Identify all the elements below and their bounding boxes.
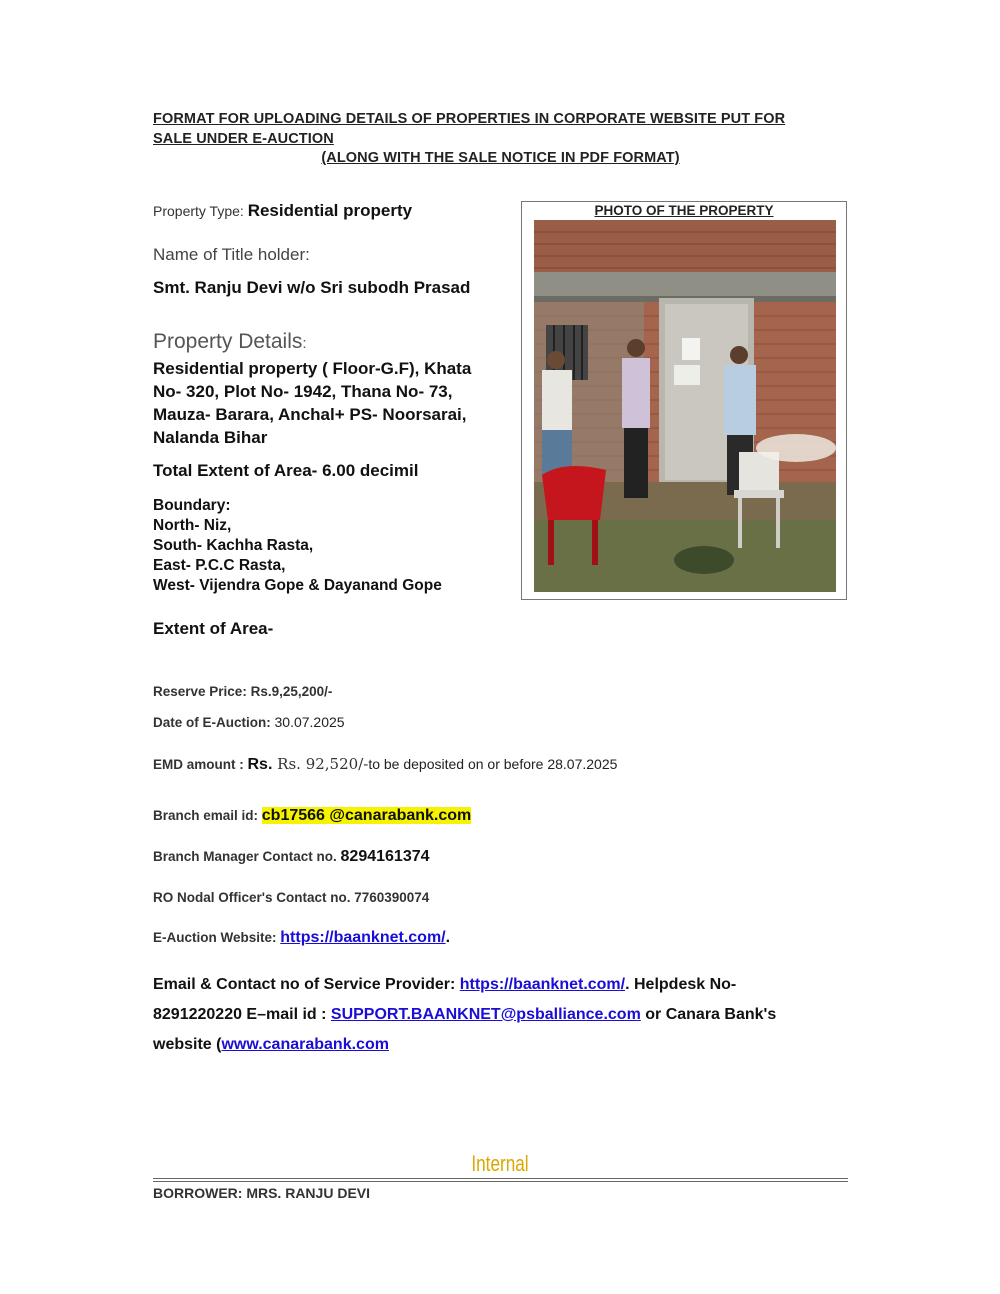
emd-value: Rs. 92,520/-: [272, 755, 369, 773]
eauction-website-label: E-Auction Website:: [153, 930, 281, 945]
property-details-heading: Property Details: [153, 330, 303, 353]
title-holder-value: Smt. Ranju Devi w/o Sri subodh Prasad: [153, 278, 471, 297]
header-line-3: (ALONG WITH THE SALE NOTICE IN PDF FORMAT): [321, 150, 680, 166]
helpdesk-label: . Helpdesk No-: [625, 976, 737, 993]
service-provider-line-3: [153, 1030, 853, 1060]
property-details-line: No- 320, Plot No- 1942, Thana No- 73,: [153, 382, 453, 401]
branch-manager-label: Branch Manager Contact no.: [153, 849, 341, 864]
property-photo-image: [534, 220, 836, 592]
borrower-name: BORROWER: MRS. RANJU DEVI: [153, 1185, 371, 1201]
property-photo-box: [521, 201, 847, 600]
property-details-line: Mauza- Barara, Anchal+ PS- Noorsarai,: [153, 405, 467, 424]
support-email-link[interactable]: SUPPORT.BAANKNET@psballiance.com: [330, 1006, 641, 1023]
reserve-price: Reserve Price: Rs.9,25,200/-: [153, 684, 333, 699]
branch-manager-contact: [153, 848, 430, 866]
auction-date-label: Date of E-Auction:: [153, 715, 275, 730]
helpdesk-number: 8291220220 E–mail id :: [153, 1006, 331, 1023]
property-details-line: Residential property ( Floor-G.F), Khata: [153, 359, 472, 378]
branch-manager-phone: 8294161374: [340, 848, 430, 865]
emd-label: EMD amount :: [153, 757, 248, 772]
property-details-colon: :: [302, 335, 307, 352]
internal-label: Internal: [471, 1151, 529, 1176]
emd-suffix: to be deposited on or before 28.07.2025: [368, 756, 618, 772]
property-details-text: [153, 357, 471, 449]
ro-nodal-contact: RO Nodal Officer's Contact no. 7760390074: [153, 890, 430, 905]
service-provider-line-2: [153, 1000, 853, 1030]
property-type: [153, 201, 412, 221]
property-type-value: Residential property: [247, 201, 413, 220]
auction-date-value: 30.07.2025: [274, 714, 345, 730]
branch-email: [153, 807, 471, 825]
footer-rule-1: [153, 1178, 848, 1179]
boundary-block: [153, 496, 442, 596]
property-details-line: Nalanda Bihar: [153, 428, 268, 447]
boundary-label: Boundary:: [153, 497, 231, 514]
service-provider-link[interactable]: https://baanknet.com/: [459, 976, 626, 993]
website-prefix: website (: [153, 1036, 222, 1053]
service-provider-line-1: [153, 970, 853, 1000]
boundary-line: West- Vijendra Gope & Dayanand Gope: [153, 577, 442, 594]
service-provider-block: [153, 970, 853, 1060]
service-provider-prefix: Email & Contact no of Service Provider:: [153, 976, 460, 993]
eauction-website-dot: .: [445, 929, 451, 946]
photo-caption: PHOTO OF THE PROPERTY: [594, 203, 774, 218]
branch-email-value[interactable]: cb17566 @canarabank.com: [261, 807, 472, 824]
header-line-2: SALE UNDER E-AUCTION: [153, 131, 334, 147]
eauction-website-link[interactable]: https://baanknet.com/: [280, 929, 446, 946]
property-type-label: Property Type:: [153, 203, 248, 219]
boundary-line: East- P.C.C Rasta,: [153, 557, 286, 574]
boundary-line: North- Niz,: [153, 517, 232, 534]
eauction-website: [153, 929, 450, 947]
canara-website-link[interactable]: www.canarabank.com: [221, 1036, 389, 1053]
header-line-1: FORMAT FOR UPLOADING DETAILS OF PROPERTIES IN CORPORATE WEBSITE PUT FOR: [153, 111, 786, 127]
extent-of-area-label: Extent of Area-: [153, 619, 274, 638]
title-holder-label: Name of Title holder:: [153, 245, 310, 264]
total-extent: Total Extent of Area- 6.00 decimil: [153, 461, 419, 480]
property-photo: [534, 220, 836, 592]
branch-email-label: Branch email id:: [153, 808, 262, 823]
footer-rule-2: [153, 1181, 848, 1182]
emd-rs: Rs.: [247, 756, 273, 773]
property-details-label: [153, 330, 307, 354]
auction-date: [153, 714, 345, 730]
emd-amount: [153, 755, 617, 774]
boundary-line: South- Kachha Rasta,: [153, 537, 314, 554]
canara-suffix: or Canara Bank's: [640, 1006, 777, 1023]
